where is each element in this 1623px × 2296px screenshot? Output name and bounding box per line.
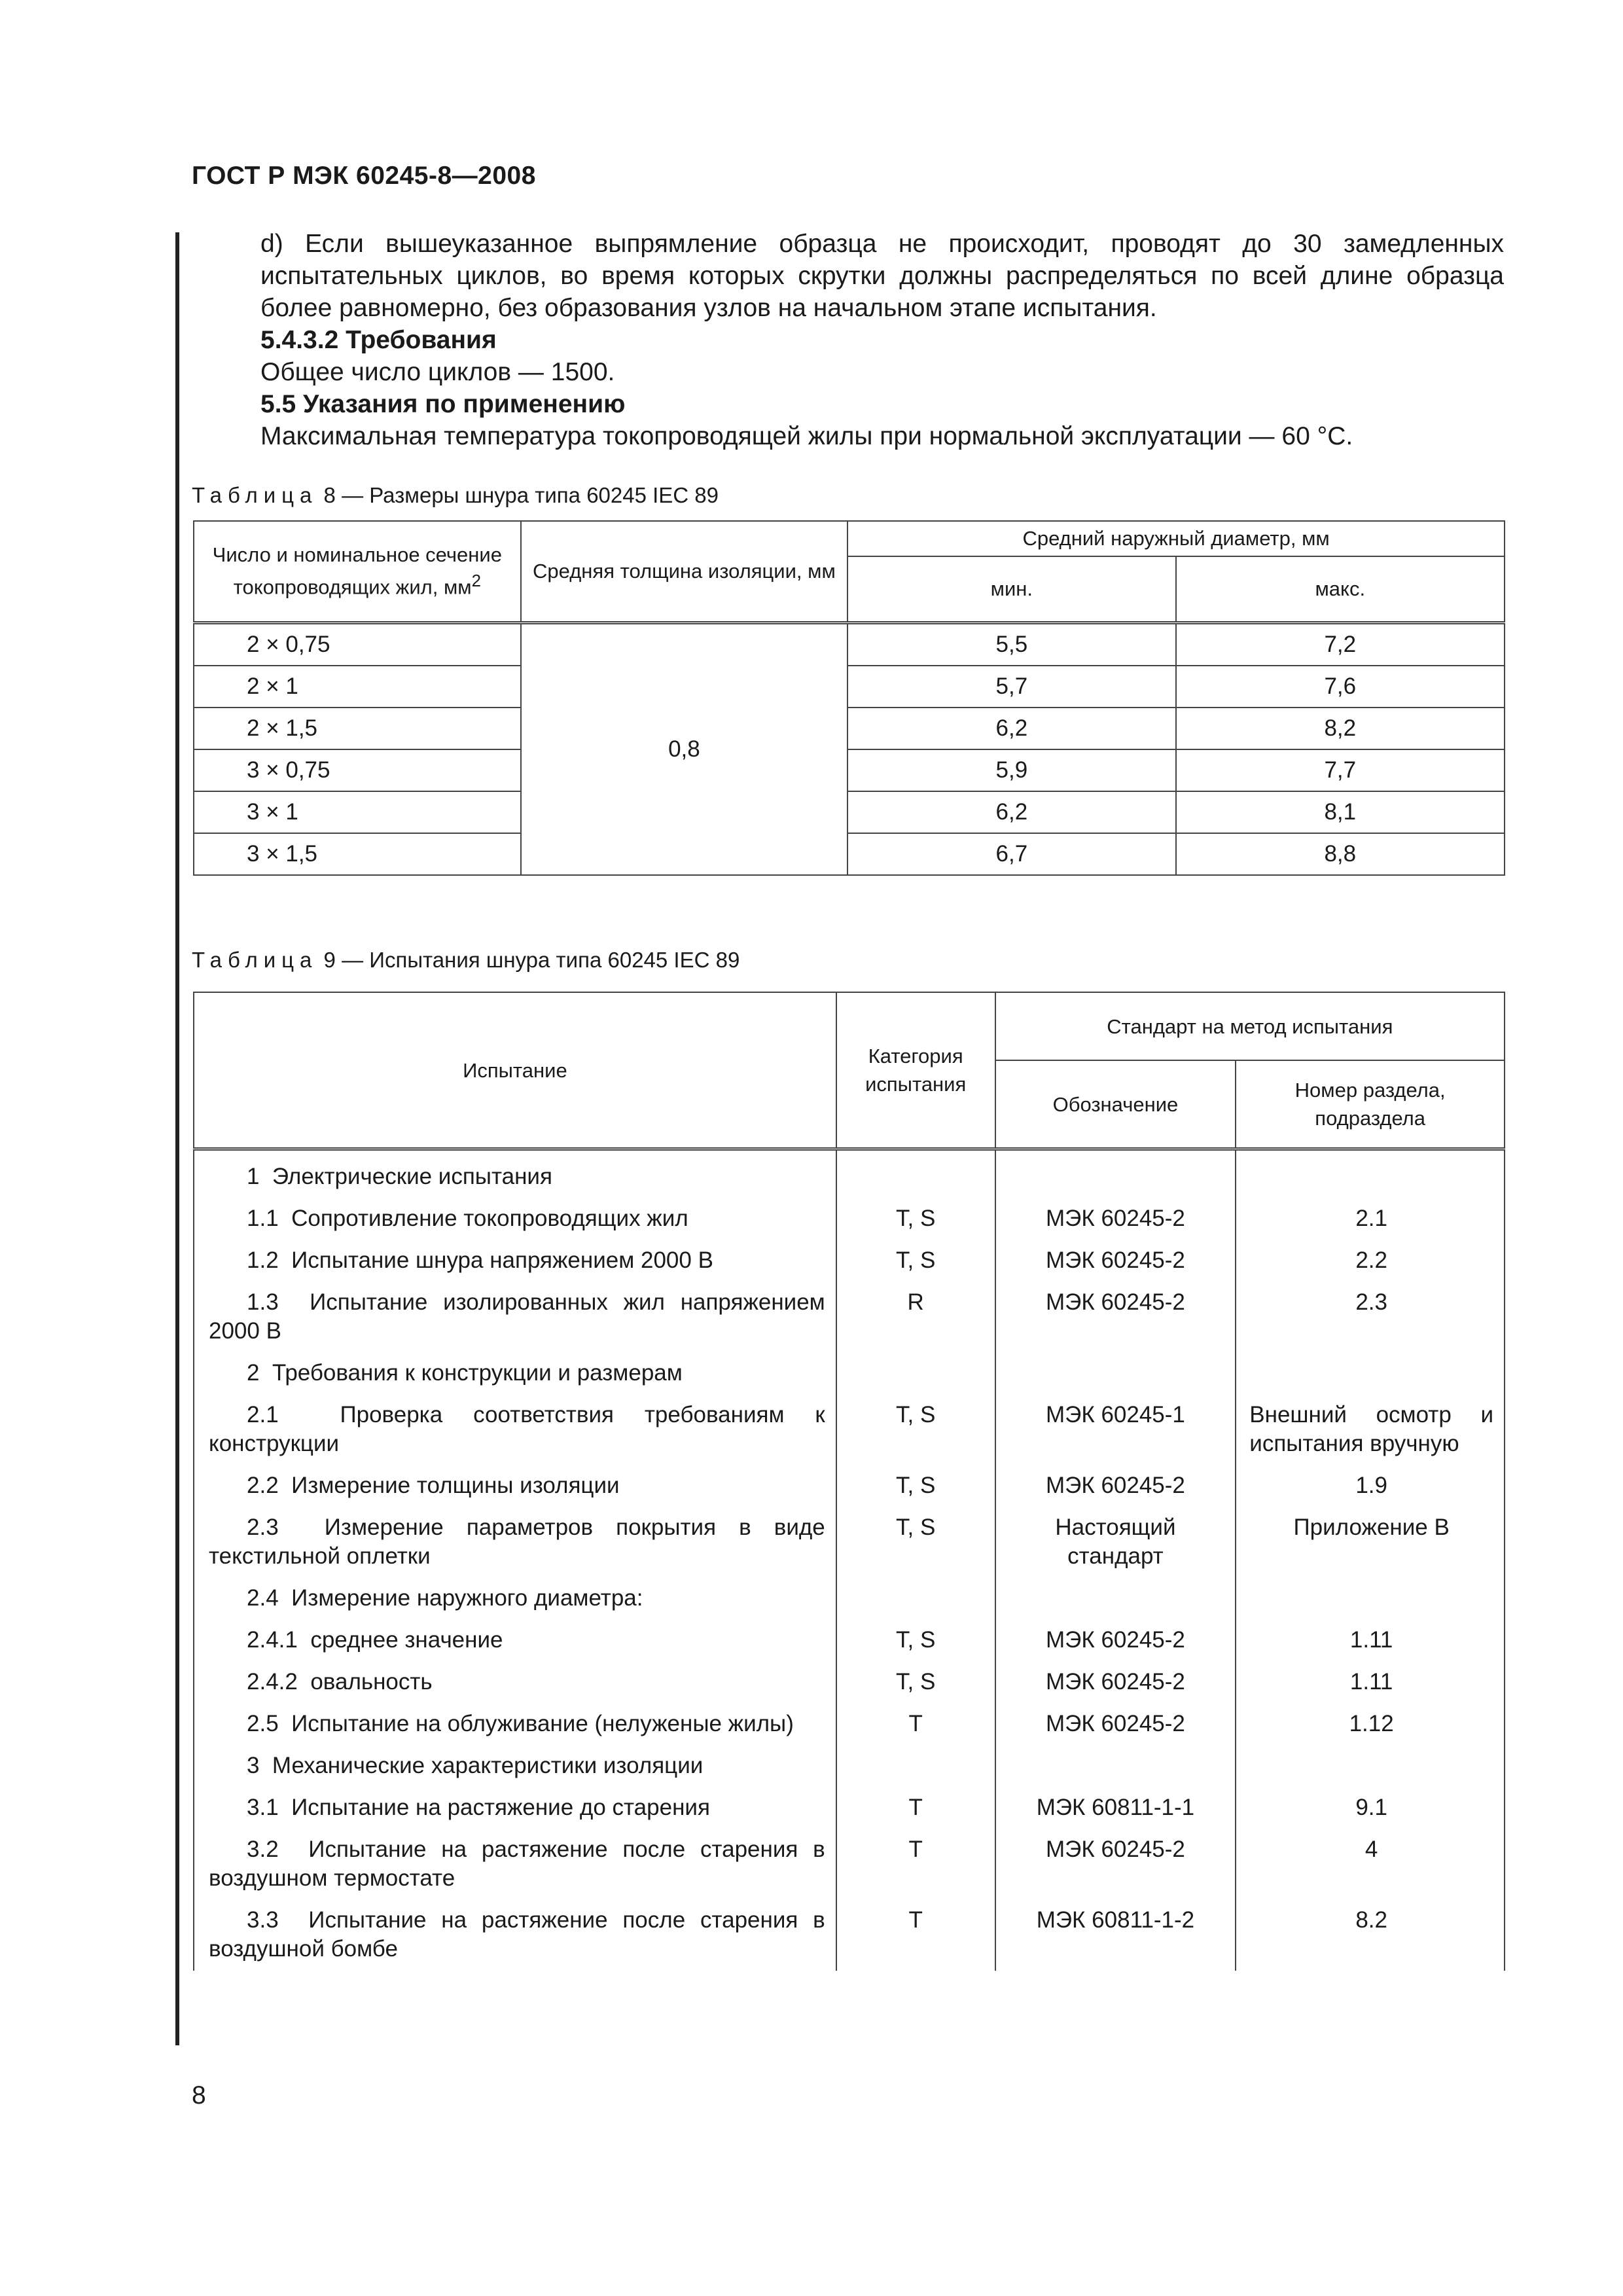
table9-caption-title: 9 — Испытания шнура типа 60245 IEC 89: [317, 948, 740, 972]
test-cat-cell: T: [836, 1787, 995, 1829]
test-name: овальность: [310, 1669, 433, 1695]
table-row: [194, 1353, 1505, 1395]
table-row: [194, 1746, 1505, 1787]
test-cat-cell: T, S: [836, 1198, 995, 1240]
heading-5-4-3-2: 5.4.3.2 Требования: [260, 326, 497, 354]
test-cat-cell: [836, 1353, 995, 1395]
test-sec-cell: [1236, 1578, 1505, 1620]
test-name-cell: [194, 1240, 836, 1282]
test-std-cell: МЭК 60245-2: [995, 1282, 1236, 1353]
test-sec-cell: 1.11: [1236, 1662, 1505, 1704]
table9-col-section: Номер раздела, подраздела: [1236, 1060, 1505, 1149]
table-9: [193, 992, 1505, 1971]
table-row: 3 × 1 6,2 8,1: [194, 791, 1505, 833]
test-name-cell: [194, 1704, 836, 1746]
test-std-cell: МЭК 60245-2: [995, 1198, 1236, 1240]
body-text: [195, 228, 1504, 452]
test-number: 1: [247, 1164, 260, 1189]
table8-col-diameter: Средний наружный диаметр, мм: [847, 521, 1505, 556]
test-sec-cell: 2.1: [1236, 1198, 1505, 1240]
test-number: 2.2: [247, 1473, 279, 1498]
test-std-cell: МЭК 60245-2: [995, 1620, 1236, 1662]
test-number: 3.1: [247, 1795, 279, 1820]
test-cat-cell: T, S: [836, 1507, 995, 1578]
test-std-cell: [995, 1578, 1236, 1620]
test-cat-cell: [836, 1149, 995, 1199]
test-number: 2.1: [247, 1402, 279, 1427]
test-name: Измерение толщины изоляции: [291, 1473, 620, 1498]
table9-col-category: Категория испытания: [836, 992, 995, 1149]
test-number: 2: [247, 1360, 260, 1386]
test-name: Испытание изолированных жил напряжением 2000 В: [209, 1289, 825, 1344]
table8-caption-word: Таблица: [192, 483, 318, 507]
table-row: 2 × 0,75 0,8 5,5 7,2: [194, 623, 1505, 666]
test-name: Испытание на растяжение после старения в воздушной бомбе: [209, 1907, 825, 1962]
test-number: 3: [247, 1753, 260, 1778]
test-number: 3.2: [247, 1837, 279, 1862]
test-std-cell: МЭК 60245-2: [995, 1465, 1236, 1507]
test-cat-cell: R: [836, 1282, 995, 1353]
table-row: [194, 1620, 1505, 1662]
page-number: 8: [192, 2081, 206, 2109]
test-name-cell: [194, 1465, 836, 1507]
test-number: 2.4.2: [247, 1669, 298, 1695]
test-std-cell: МЭК 60811-1-1: [995, 1787, 1236, 1829]
test-std-cell: МЭК 60245-2: [995, 1704, 1236, 1746]
test-sec-cell: 2.2: [1236, 1240, 1505, 1282]
test-name: Испытание на растяжение до старения: [291, 1795, 710, 1820]
test-name-cell: [194, 1353, 836, 1395]
test-name-cell: [194, 1620, 836, 1662]
heading-5-5: 5.5 Указания по применению: [260, 390, 626, 418]
table8-col-thickness: Средняя толщина изоляции, мм: [521, 521, 848, 623]
table8-caption-title: 8 — Размеры шнура типа 60245 IEC 89: [317, 483, 719, 507]
test-name: Сопротивление токопроводящих жил: [291, 1206, 688, 1231]
paragraph-d: d) Если вышеуказанное выпрямление образца не происходит, проводят до 30 замедленных испытательных циклов, во время которых скрутки должны распределяться по всей длине образца более равномерно, без образования узлов на начальном этапе испытания.: [260, 230, 1504, 322]
table-row: 3 × 0,75 5,9 7,7: [194, 749, 1505, 791]
test-name-cell: [194, 1746, 836, 1787]
table9-col-test: Испытание: [194, 992, 836, 1149]
test-name: Измерение параметров покрытия в виде текстильной оплетки: [209, 1515, 825, 1569]
table-8: [193, 520, 1505, 876]
test-sec-cell: 1.11: [1236, 1620, 1505, 1662]
test-name-cell: [194, 1149, 836, 1199]
test-name: Механические характеристики изоляции: [272, 1753, 704, 1778]
test-cat-cell: T: [836, 1829, 995, 1900]
change-bar: [175, 232, 179, 2045]
text-5-4-3-2: Общее число циклов — 1500.: [260, 358, 615, 386]
test-name-cell: [194, 1198, 836, 1240]
table-row: [194, 1240, 1505, 1282]
test-name-cell: [194, 1507, 836, 1578]
test-cat-cell: T, S: [836, 1465, 995, 1507]
table-row: [194, 1787, 1505, 1829]
test-cat-cell: T, S: [836, 1395, 995, 1465]
test-cat-cell: T, S: [836, 1662, 995, 1704]
test-name-cell: [194, 1662, 836, 1704]
test-sec-cell: 8.2: [1236, 1900, 1505, 1971]
test-std-cell: МЭК 60245-2: [995, 1662, 1236, 1704]
test-cat-cell: T: [836, 1900, 995, 1971]
test-number: 3.3: [247, 1907, 279, 1933]
table-row: [194, 1282, 1505, 1353]
table8-col-max: макс.: [1176, 556, 1505, 623]
test-std-cell: МЭК 60245-2: [995, 1240, 1236, 1282]
table9-col-designation: Обозначение: [995, 1060, 1236, 1149]
test-sec-cell: 1.12: [1236, 1704, 1505, 1746]
test-cat-cell: T, S: [836, 1240, 995, 1282]
test-name: Испытание на облуживание (нелуженые жилы): [291, 1711, 794, 1736]
test-cat-cell: T, S: [836, 1620, 995, 1662]
test-name: Измерение наружного диаметра:: [291, 1585, 643, 1611]
table8-caption: [192, 483, 719, 508]
test-sec-cell: [1236, 1746, 1505, 1787]
test-sec-cell: [1236, 1149, 1505, 1199]
table8-thickness-value: 0,8: [521, 623, 848, 876]
test-number: 2.3: [247, 1515, 279, 1540]
table-row: [194, 1465, 1505, 1507]
test-number: 1.1: [247, 1206, 279, 1231]
test-sec-cell: Внешний осмотр и испытания вручную: [1236, 1395, 1505, 1465]
document-header: ГОСТ Р МЭК 60245-8—2008: [192, 162, 536, 190]
test-name: Испытание на растяжение после старения в воздушном термостате: [209, 1837, 825, 1891]
table-row: [194, 1578, 1505, 1620]
test-name-cell: [194, 1282, 836, 1353]
test-std-cell: Настоящий стандарт: [995, 1507, 1236, 1578]
table8-col-min: мин.: [847, 556, 1175, 623]
test-name: среднее значение: [310, 1627, 503, 1653]
table-row: [194, 1507, 1505, 1578]
table-row: [194, 1704, 1505, 1746]
test-std-cell: [995, 1746, 1236, 1787]
table-row: 2 × 1 5,7 7,6: [194, 666, 1505, 708]
test-sec-cell: [1236, 1353, 1505, 1395]
table-row: [194, 1149, 1505, 1199]
test-sec-cell: Приложение В: [1236, 1507, 1505, 1578]
test-name-cell: [194, 1900, 836, 1971]
test-name: Требования к конструкции и размерам: [272, 1360, 683, 1386]
table-row: 2 × 1,5 6,2 8,2: [194, 708, 1505, 749]
test-cat-cell: T: [836, 1704, 995, 1746]
table-row: [194, 1829, 1505, 1900]
test-std-cell: МЭК 60245-2: [995, 1829, 1236, 1900]
table-row: 3 × 1,5 6,7 8,8: [194, 833, 1505, 875]
test-name: Электрические испытания: [272, 1164, 552, 1189]
table-row: [194, 1662, 1505, 1704]
test-number: 2.4: [247, 1585, 279, 1611]
test-sec-cell: 1.9: [1236, 1465, 1505, 1507]
test-std-cell: МЭК 60811-1-2: [995, 1900, 1236, 1971]
test-sec-cell: 4: [1236, 1829, 1505, 1900]
test-std-cell: [995, 1353, 1236, 1395]
table9-col-standard: Стандарт на метод испытания: [995, 992, 1505, 1060]
test-number: 2.4.1: [247, 1627, 298, 1653]
test-name-cell: [194, 1578, 836, 1620]
test-std-cell: [995, 1149, 1236, 1199]
test-name-cell: [194, 1395, 836, 1465]
test-sec-cell: 9.1: [1236, 1787, 1505, 1829]
text-5-5: Максимальная температура токопроводящей жилы при нормальной эксплуатации — 60 °С.: [260, 422, 1353, 450]
test-std-cell: МЭК 60245-1: [995, 1395, 1236, 1465]
test-name: Проверка соответствия требованиям к конструкции: [209, 1402, 825, 1456]
test-number: 1.2: [247, 1247, 279, 1273]
table-row: [194, 1395, 1505, 1465]
table-row: [194, 1198, 1505, 1240]
test-name-cell: [194, 1787, 836, 1829]
table-row: [194, 1900, 1505, 1971]
test-sec-cell: 2.3: [1236, 1282, 1505, 1353]
test-number: 1.3: [247, 1289, 279, 1315]
test-cat-cell: [836, 1746, 995, 1787]
table9-caption-word: Таблица: [192, 948, 318, 972]
table9-caption: [192, 948, 740, 973]
table8-col-size: Число и номинальное сечение токопроводящих жил, $мм^2$: [194, 521, 521, 623]
test-name: Испытание шнура напряжением 2000 В: [291, 1247, 713, 1273]
test-name-cell: [194, 1829, 836, 1900]
test-cat-cell: [836, 1578, 995, 1620]
test-number: 2.5: [247, 1711, 279, 1736]
